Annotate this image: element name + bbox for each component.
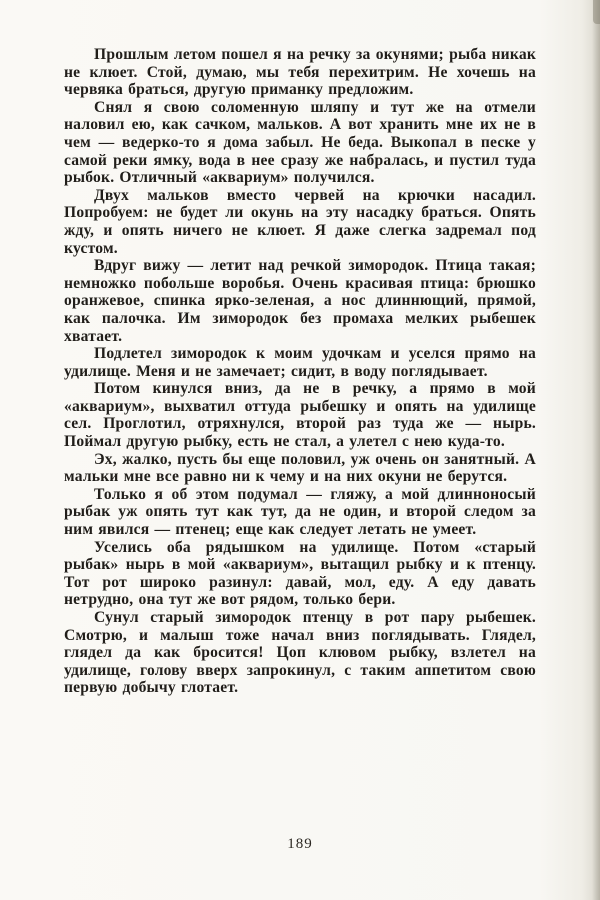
paragraph: Потом кинулся вниз, да не в речку, а прямо в мой «аквариум», выхватил оттуда рыбешку и опять на удилище сел. Проглотил, отряхнулся, второй раз туда же — нырь. Поймал другую рыбку, есть не стал, а улетел с нею куда-то. bbox=[64, 380, 536, 451]
paragraph: Двух мальков вместо червей на крючки насадил. Попробуем: не будет ли окунь на эту насадку браться. Опять жду, и опять ничего не клюет. Я даже слегка задремал под кустом. bbox=[64, 186, 536, 257]
paragraph: Снял я свою соломенную шляпу и тут же на отмели наловил ею, как сачком, мальков. А вот хранить мне их не в чем — ведерко-то я дома забыл. Не беда. Выкопал в песке у самой реки ямку, вода в нее сразу же набралась, и пустил туда рыбок. Отличный «аквариум» получился. bbox=[64, 98, 536, 187]
paragraph: Вдруг вижу — летит над речкой зимородок. Птица такая; немножко побольше воробья. Очень красивая птица: брюшко оранжевое, спинка ярко-зеленая, а нос длиннющий, прямой, как палочка. Им зимородок без промаха мелких рыбешек хватает. bbox=[64, 257, 536, 345]
page-edge-shadow bbox=[592, 0, 600, 900]
paragraph: Эх, жалко, пусть бы еще половил, уж очень он занятный. А мальки мне все равно ни к чему и на них окуни не берутся. bbox=[64, 450, 536, 486]
paragraph: Только я об этом подумал — гляжу, а мой длинноносый рыбак уж опять тут как тут, да не один, и второй следом за ним явился — птенец; еще как следует летать не умеет. bbox=[64, 485, 536, 539]
paragraph: Прошлым летом пошел я на речку за окунями; рыба никак не клюет. Стой, думаю, мы тебя перехитрим. Не хочешь на червяка браться, другую приманку предложим. bbox=[64, 46, 536, 99]
paragraph: Подлетел зимородок к моим удочкам и уселся прямо на удилище. Меня и не замечает; сидит, в воду поглядывает. bbox=[64, 345, 536, 380]
page-text bbox=[64, 46, 536, 697]
scan-corner-artifact bbox=[593, 0, 600, 24]
page-number: 189 bbox=[287, 836, 313, 852]
paragraph: Уселись оба рядышком на удилище. Потом «старый рыбак» нырь в мой «аквариум», вытащил рыбку и к птенцу. Тот рот широко разинул: давай, мол, еду. А еду давать нетрудно, она тут же вот рядом, только бери. bbox=[64, 538, 536, 609]
paragraph: Сунул старый зимородок птенцу в рот пару рыбешек. Смотрю, и малыш тоже начал вниз поглядывать. Глядел, глядел да как бросится! Цоп клювом рыбку, взлетел на удилище, голову вверх запрокинул, с таким аппетитом свою первую добычу глотает. bbox=[64, 609, 536, 697]
